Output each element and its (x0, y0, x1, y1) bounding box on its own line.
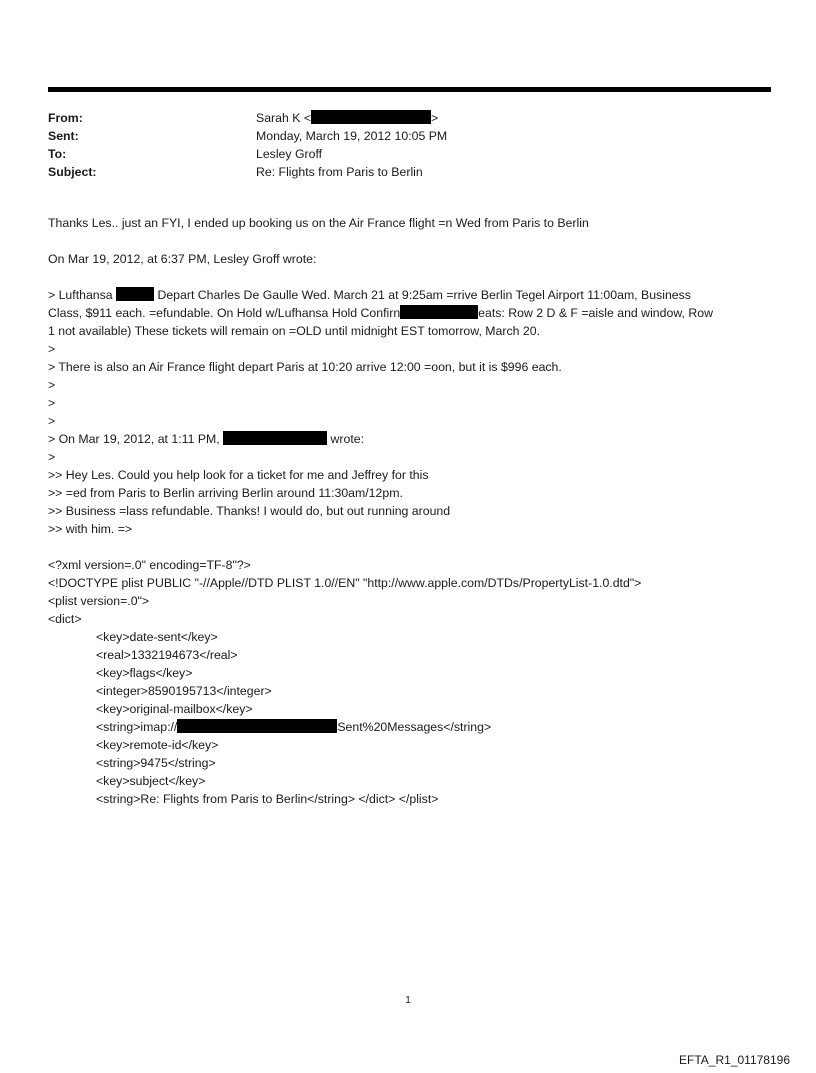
sent-row (48, 127, 768, 145)
xml-line: <string>Re: Flights from Paris to Berlin</string> </dict> </plist> (96, 792, 439, 806)
to-row (48, 145, 768, 163)
xml-line: <key>subject</key> (96, 774, 206, 788)
quoted-line (48, 286, 778, 304)
to-label: To: (48, 147, 67, 161)
redaction-block (223, 431, 327, 445)
body-line: Thanks Les.. just an FYI, I ended up booking us on the Air France flight =n Wed from Paris to Berlin (48, 216, 589, 230)
xml-line: <string>9475</string> (96, 756, 216, 770)
quoted-line: 1 not available) These tickets will remain on =OLD until midnight EST tomorrow, March 20. (48, 324, 540, 338)
xml-text: Sent%20Messages</string> (337, 720, 492, 734)
xml-line: <plist version=.0"> (48, 594, 150, 608)
page-number: 1 (405, 995, 411, 1006)
quoted-line: > (48, 450, 56, 464)
quoted-line: > There is also an Air France flight depart Paris at 10:20 arrive 12:00 =oon, but it is $996 each. (48, 360, 562, 374)
from-row (48, 109, 768, 127)
quoted-text: > Lufthansa (48, 288, 117, 302)
xml-line: <key>original-mailbox</key> (96, 702, 253, 716)
xml-line: <key>remote-id</key> (96, 738, 219, 752)
quoted-text: eats: Row 2 D & F =aisle and window, Row (478, 306, 713, 320)
xml-line: <real>1332194673</real> (96, 648, 238, 662)
xml-text: <string>imap:// (96, 720, 178, 734)
redaction-block (116, 287, 154, 301)
header-rule (48, 87, 771, 92)
quoted-line: >> Hey Les. Could you help look for a ticket for me and Jeffrey for this (48, 468, 429, 482)
quoted-line: >> =ed from Paris to Berlin arriving Berlin around 11:30am/12pm. (48, 486, 403, 500)
sent-value: Monday, March 19, 2012 10:05 PM (256, 129, 448, 143)
xml-line: <?xml version=.0" encoding=TF-8"?> (48, 558, 251, 572)
email-body (48, 214, 778, 808)
redaction-block (177, 719, 337, 733)
quoted-text: wrote: (327, 432, 365, 446)
from-value (256, 109, 438, 127)
redaction-block (400, 305, 478, 319)
email-header (48, 109, 768, 181)
quoted-line: > (48, 378, 56, 392)
quoted-line: > (48, 342, 56, 356)
xml-line: <!DOCTYPE plist PUBLIC "-//Apple//DTD PLIST 1.0//EN" "http://www.apple.com/DTDs/PropertyList-1.0.dtd"> (48, 576, 642, 590)
redaction-block (311, 110, 431, 124)
xml-line: <dict> (48, 612, 82, 626)
quoted-line (48, 430, 778, 448)
sent-label: Sent: (48, 129, 79, 143)
xml-line: <integer>8590195713</integer> (96, 684, 272, 698)
body-line: On Mar 19, 2012, at 6:37 PM, Lesley Groff wrote: (48, 252, 317, 266)
quoted-line: > (48, 396, 56, 410)
subject-row (48, 163, 768, 181)
from-close: > (431, 111, 439, 125)
bates-number: EFTA_R1_01178196 (679, 1053, 790, 1067)
quoted-line: >> Business =lass refundable. Thanks! I would do, but out running around (48, 504, 451, 518)
quoted-text: > On Mar 19, 2012, at 1:11 PM, (48, 432, 224, 446)
subject-value: Re: Flights from Paris to Berlin (256, 165, 423, 179)
from-label: From: (48, 111, 83, 125)
quoted-line: >> with him. => (48, 522, 133, 536)
subject-label: Subject: (48, 165, 97, 179)
quoted-text: Depart Charles De Gaulle Wed. March 21 at 9:25am =rrive Berlin Tegel Airport 11:00am, Business (154, 288, 691, 302)
from-name: Sarah K < (256, 111, 312, 125)
to-value: Lesley Groff (256, 147, 323, 161)
quoted-line (48, 304, 778, 322)
xml-line: <key>flags</key> (96, 666, 193, 680)
xml-line (48, 718, 778, 736)
quoted-line: > (48, 414, 56, 428)
quoted-text: Class, $911 each. =efundable. On Hold w/Lufhansa Hold Confirn (48, 306, 401, 320)
xml-line: <key>date-sent</key> (96, 630, 218, 644)
